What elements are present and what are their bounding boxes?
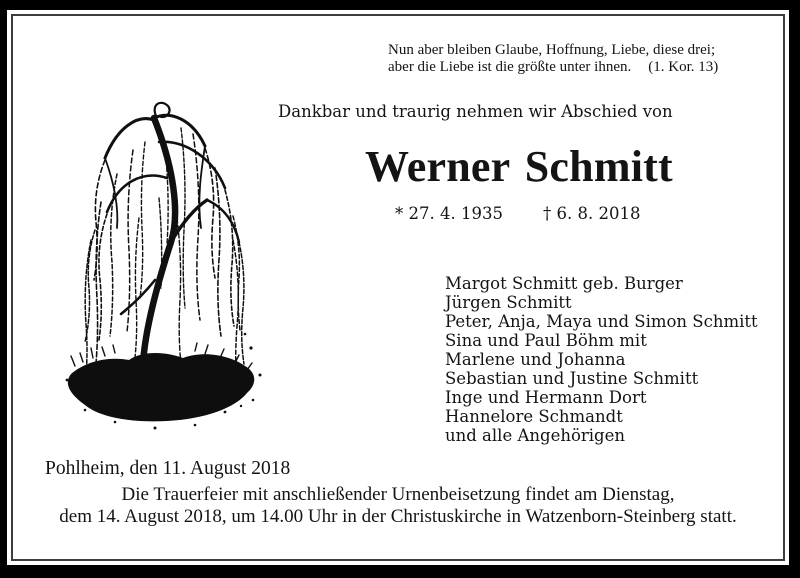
bible-quote-citation: (1. Kor. 13) (648, 58, 719, 75)
mourner-line: Inge und Hermann Dort (445, 388, 647, 407)
mourner-line: Jürgen Schmitt (445, 293, 572, 312)
funeral-announcement (7, 484, 789, 527)
bible-quote-line2: aber die Liebe ist die größte unter ihnen. (388, 58, 632, 75)
place-date-line: Pohlheim, den 11. August 2018 (45, 458, 291, 479)
deceased-name: Werner Schmitt (365, 142, 673, 191)
mourners-list (445, 274, 758, 445)
death-date: † 6. 8. 2018 (543, 204, 641, 223)
bible-quote (388, 42, 718, 75)
mourner-line: Hannelore Schmandt (445, 407, 623, 426)
intro-line: Dankbar und traurig nehmen wir Abschied von (278, 102, 673, 121)
mourner-line: Peter, Anja, Maya und Simon Schmitt (445, 312, 758, 331)
mourner-line: Marlene und Johanna (445, 350, 626, 369)
death-notice-paper (7, 10, 789, 565)
birth-date: * 27. 4. 1935 (395, 204, 503, 223)
weeping-willow-illustration (55, 90, 270, 445)
mourner-line: Sina und Paul Böhm mit (445, 331, 647, 350)
funeral-line2: dem 14. August 2018, um 14.00 Uhr in der Christuskirche in Watzenborn-Steinberg statt. (59, 505, 737, 527)
funeral-line1: Die Trauerfeier mit anschließender Urnenbeisetzung findet am Dienstag, (121, 484, 675, 505)
bible-quote-line1: Nun aber bleiben Glaube, Hoffnung, Liebe, diese drei; (388, 42, 716, 58)
mourner-line: Margot Schmitt geb. Burger (445, 274, 683, 293)
mourner-line: und alle Angehörigen (445, 426, 626, 445)
bible-quote-line2-row (388, 59, 718, 76)
mourner-line: Sebastian und Justine Schmitt (445, 369, 699, 388)
